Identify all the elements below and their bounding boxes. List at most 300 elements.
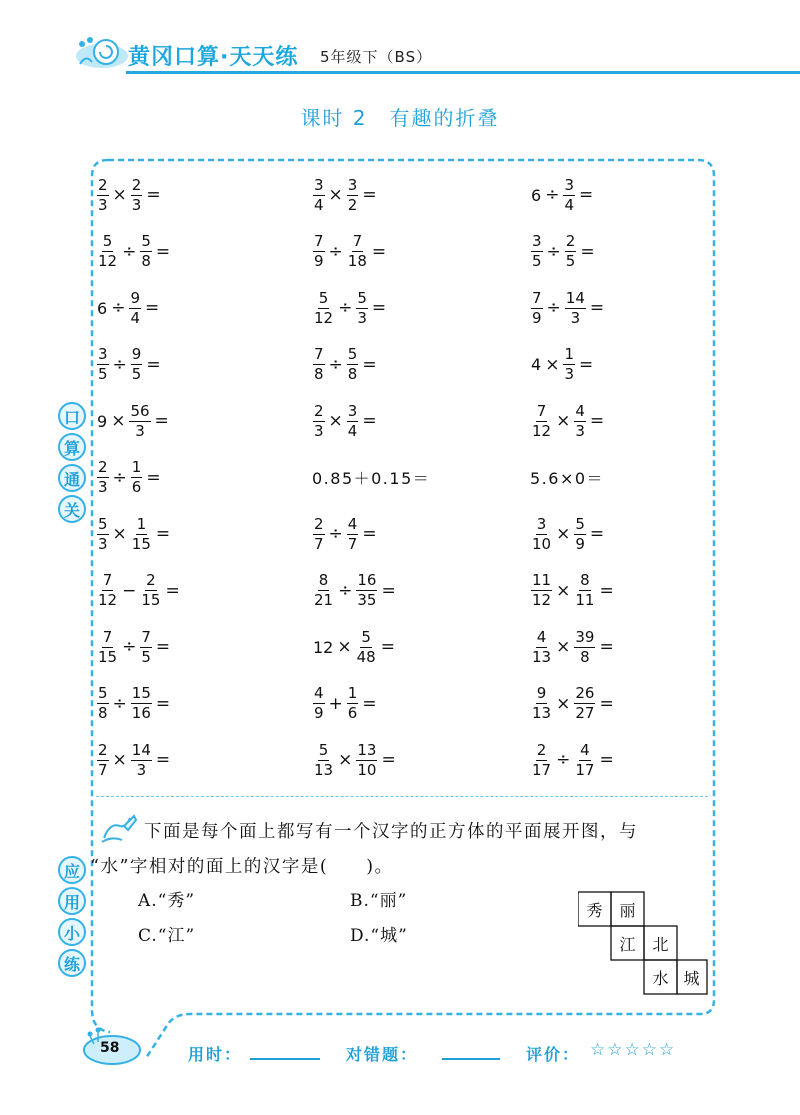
equation — [312, 283, 389, 333]
fraction — [347, 684, 359, 723]
equation — [312, 566, 399, 616]
page-header — [0, 0, 800, 90]
operator: = — [381, 580, 396, 601]
fraction — [347, 515, 359, 554]
equation — [530, 340, 596, 390]
rating-label: 评价： — [526, 1045, 581, 1064]
denominator: 3 — [98, 478, 108, 496]
denominator: 12 — [98, 591, 118, 609]
side-char: 应 — [58, 856, 86, 884]
errors-label: 对错题： — [346, 1045, 419, 1064]
numerator: 7 — [102, 627, 113, 646]
snail-logo-icon — [72, 32, 132, 72]
fraction — [574, 571, 595, 610]
side-char: 关 — [58, 495, 86, 523]
denominator: 4 — [564, 195, 574, 214]
fraction — [347, 402, 359, 441]
equation — [312, 340, 380, 390]
operator: × — [112, 185, 127, 205]
numerator: 7 — [141, 627, 151, 646]
numerator: 2 — [98, 458, 108, 476]
equation — [96, 453, 164, 503]
option-c[interactable]: C.“江” — [138, 926, 196, 946]
fraction — [356, 741, 377, 780]
numerator: 3 — [314, 175, 324, 194]
operator: × — [111, 411, 126, 431]
operator: = — [599, 750, 614, 770]
denominator: 15 — [131, 534, 151, 553]
equation — [530, 622, 617, 672]
numerator: 7 — [314, 232, 324, 250]
denominator: 16 — [131, 704, 151, 722]
fraction — [347, 345, 359, 384]
numerator: 2 — [565, 232, 576, 250]
fraction — [313, 684, 325, 723]
fraction — [531, 628, 552, 667]
denominator: 8 — [141, 252, 151, 270]
fraction — [531, 741, 552, 780]
fraction — [97, 628, 118, 667]
equation — [312, 170, 380, 220]
option-a[interactable]: A.“秀” — [138, 891, 196, 911]
equation — [312, 453, 430, 503]
denominator: 3 — [98, 534, 108, 553]
fraction — [531, 289, 543, 328]
fraction — [563, 345, 575, 384]
numerator: 8 — [318, 571, 329, 589]
option-d[interactable]: D.“城” — [350, 926, 408, 946]
denominator: 15 — [141, 591, 161, 609]
question-text: 下面是每个面上都写有一个汉字的正方体的平面展开图，与 — [144, 822, 638, 842]
fraction — [574, 684, 595, 723]
operator: ÷ — [111, 298, 126, 318]
fraction — [313, 741, 334, 780]
fraction — [131, 458, 143, 497]
operator: ÷ — [546, 298, 561, 318]
operator: = — [371, 298, 387, 318]
numerator: 1 — [347, 684, 358, 702]
numerator: 3 — [347, 401, 358, 420]
denominator: 8 — [98, 704, 108, 722]
operator: = — [155, 693, 171, 714]
numerator: 9 — [536, 684, 547, 702]
fraction — [131, 741, 152, 780]
operator: = — [362, 354, 377, 375]
equation-row — [96, 679, 716, 729]
fraction — [531, 402, 552, 441]
denominator: 7 — [347, 534, 358, 553]
operator: ÷ — [338, 298, 353, 318]
equation — [96, 283, 162, 333]
net-cell: 水 — [652, 968, 669, 988]
denominator: 5 — [141, 647, 151, 666]
denominator: 3 — [314, 421, 324, 440]
numerator: 8 — [580, 571, 590, 589]
operator: × — [112, 524, 127, 544]
fraction — [140, 628, 152, 667]
fraction — [140, 571, 161, 610]
operator: = — [599, 637, 614, 657]
equation — [530, 566, 617, 616]
numerator: 4 — [347, 514, 358, 533]
equation — [530, 735, 617, 785]
equation-row — [96, 396, 716, 446]
brand-name: 黄冈口算·天天练 — [128, 45, 299, 70]
fraction — [97, 515, 109, 554]
time-blank[interactable] — [250, 1058, 320, 1060]
fraction — [356, 289, 368, 328]
fraction — [313, 176, 325, 215]
operator: ÷ — [122, 241, 137, 262]
equation — [312, 679, 380, 729]
numerator: 5 — [347, 345, 358, 363]
denominator: 8 — [347, 365, 358, 383]
fraction — [313, 515, 325, 554]
fraction — [313, 345, 325, 384]
operator: = — [362, 411, 377, 431]
question-text: “水”字相对的面上的汉字是( )。 — [90, 857, 394, 877]
operator: = — [154, 411, 169, 431]
numerator: 11 — [532, 571, 552, 589]
fraction — [129, 402, 150, 441]
operator: × — [112, 750, 127, 770]
equation — [530, 170, 596, 220]
operator: × — [556, 693, 571, 714]
denominator: 3 — [136, 760, 147, 779]
fraction — [313, 232, 325, 271]
numerator: 4 — [580, 740, 590, 759]
denominator: 10 — [532, 534, 552, 553]
denominator: 12 — [532, 591, 552, 609]
equation — [96, 396, 172, 446]
numerator: 2 — [536, 740, 547, 759]
fraction — [531, 232, 543, 271]
equation — [312, 622, 398, 672]
operator: − — [122, 580, 137, 601]
operator: = — [155, 241, 171, 262]
equation-row — [96, 340, 716, 390]
operator: = — [362, 693, 377, 714]
numerator: 2 — [146, 571, 156, 589]
equation — [96, 566, 183, 616]
equation-row — [96, 227, 716, 277]
operator: × — [338, 750, 353, 770]
equation-row — [96, 509, 716, 559]
numerator: 14 — [565, 288, 585, 307]
numerator: 3 — [347, 175, 358, 194]
numerator: 56 — [130, 401, 150, 420]
equation — [530, 396, 607, 446]
operator: ÷ — [328, 524, 343, 544]
denominator: 4 — [347, 421, 358, 440]
fraction — [356, 628, 377, 667]
numerator: 7 — [536, 401, 547, 420]
operator: ÷ — [328, 354, 343, 375]
numerator: 14 — [131, 740, 151, 759]
operator: × — [556, 524, 571, 544]
equation — [312, 396, 380, 446]
fraction — [565, 289, 586, 328]
side-char: 口 — [58, 402, 86, 430]
denominator: 15 — [98, 647, 118, 666]
denominator: 10 — [357, 760, 377, 779]
integer: 12 — [313, 637, 334, 657]
fraction — [563, 176, 575, 215]
denominator: 3 — [135, 421, 145, 440]
fraction — [97, 232, 118, 271]
denominator: 13 — [532, 647, 552, 666]
operator: = — [371, 241, 387, 262]
operator: ÷ — [328, 241, 343, 262]
denominator: 3 — [575, 421, 585, 440]
fraction — [131, 515, 152, 554]
integer: 6 — [97, 298, 108, 318]
equation — [530, 453, 604, 503]
operator: × — [556, 580, 571, 601]
numerator: 5 — [318, 740, 329, 759]
numerator: 4 — [314, 684, 324, 702]
equation — [96, 340, 164, 390]
numerator: 4 — [575, 401, 585, 420]
errors-blank[interactable] — [442, 1058, 500, 1060]
rating-stars[interactable]: ☆☆☆☆☆ — [590, 1040, 677, 1060]
operator: = — [146, 354, 161, 375]
operator: ÷ — [122, 637, 137, 657]
operator: × — [328, 411, 343, 431]
numerator: 3 — [564, 175, 574, 194]
denominator: 12 — [532, 421, 552, 440]
net-cell: 丽 — [619, 900, 636, 920]
denominator: 9 — [575, 534, 585, 553]
equation — [96, 679, 173, 729]
equation — [530, 509, 607, 559]
numerator: 26 — [575, 684, 595, 702]
fraction — [97, 571, 118, 610]
operator: = — [380, 637, 395, 657]
equation — [530, 283, 607, 333]
operator: = — [589, 411, 605, 431]
operator: × — [328, 185, 343, 205]
numerator: 9 — [130, 288, 140, 307]
operator: × — [556, 411, 571, 431]
fraction — [313, 402, 325, 441]
equation-row — [96, 170, 716, 220]
fraction — [140, 232, 152, 271]
operator: = — [362, 524, 377, 544]
operator: ÷ — [112, 354, 127, 375]
operator: = — [362, 185, 377, 205]
operator: × — [337, 637, 352, 657]
fraction — [347, 176, 359, 215]
denominator: 35 — [357, 591, 377, 609]
denominator: 5 — [532, 252, 542, 270]
fraction — [531, 571, 552, 610]
integer: 4 — [531, 355, 542, 374]
operator: = — [146, 185, 161, 205]
denominator: 21 — [314, 591, 334, 609]
section-divider — [96, 796, 708, 797]
numerator: 2 — [314, 514, 324, 533]
denominator: 3 — [564, 365, 574, 383]
page-number: 58 — [100, 1040, 120, 1056]
denominator: 9 — [314, 704, 324, 722]
denominator: 12 — [98, 252, 118, 270]
net-cell: 北 — [652, 934, 669, 954]
fraction — [131, 176, 143, 215]
grade-label: 5年级下（BS） — [320, 48, 433, 66]
operator: ÷ — [546, 241, 561, 262]
fraction — [313, 289, 334, 328]
fraction — [313, 571, 334, 610]
fraction — [131, 684, 152, 723]
denominator: 6 — [347, 704, 358, 722]
denominator: 27 — [575, 704, 595, 722]
numerator: 2 — [98, 175, 108, 194]
denominator: 3 — [357, 308, 367, 327]
numerator: 5 — [102, 232, 113, 250]
operator: = — [144, 298, 160, 318]
operator: ÷ — [338, 580, 353, 601]
equation — [312, 509, 380, 559]
denominator: 12 — [314, 308, 334, 327]
equation — [530, 227, 598, 277]
denominator: 2 — [347, 195, 358, 214]
numerator: 2 — [98, 740, 108, 759]
denominator: 3 — [131, 195, 142, 214]
numerator: 3 — [536, 514, 547, 533]
lesson-title: 课时 2 有趣的折叠 — [300, 106, 500, 130]
operator: = — [599, 693, 614, 714]
fraction — [574, 741, 595, 780]
side-char: 用 — [58, 887, 86, 915]
operator: × — [545, 354, 560, 375]
integer: 9 — [97, 411, 108, 431]
numerator: 3 — [98, 345, 108, 363]
numerator: 5 — [98, 684, 108, 702]
operator: = — [589, 298, 605, 318]
fraction — [531, 515, 552, 554]
operator: = — [599, 580, 614, 601]
equation — [530, 679, 617, 729]
denominator: 8 — [580, 647, 590, 666]
numerator: 1 — [131, 458, 142, 476]
numerator: 5 — [575, 514, 585, 533]
fraction — [574, 628, 595, 667]
operator: = — [146, 467, 161, 488]
equation-row — [96, 283, 716, 333]
equation — [96, 227, 173, 277]
denominator: 8 — [314, 365, 324, 383]
fraction — [356, 571, 377, 610]
fraction — [347, 232, 368, 271]
operator: = — [580, 241, 595, 262]
denominator: 7 — [98, 760, 108, 779]
side-char: 算 — [58, 433, 86, 461]
numerator: 5 — [361, 627, 371, 646]
fraction — [574, 515, 586, 554]
numerator: 39 — [575, 627, 595, 646]
operator: = — [155, 637, 171, 657]
fraction — [97, 458, 109, 497]
fraction — [97, 741, 109, 780]
integer: 6 — [531, 185, 542, 205]
side-label-apply — [58, 856, 88, 980]
operator: = — [381, 750, 396, 770]
operator: = — [578, 354, 594, 375]
numerator: 1 — [564, 345, 574, 363]
side-label-drill — [58, 402, 88, 526]
equation — [96, 622, 173, 672]
side-char: 小 — [58, 918, 86, 946]
time-label: 用时： — [188, 1045, 243, 1064]
operator: × — [556, 637, 571, 657]
denominator: 7 — [314, 534, 324, 553]
denominator: 17 — [575, 760, 595, 779]
denominator: 48 — [356, 647, 376, 666]
denominator: 6 — [131, 478, 142, 496]
fraction — [574, 402, 586, 441]
denominator: 9 — [532, 308, 542, 327]
operator: ÷ — [556, 750, 571, 770]
numerator: 5 — [357, 288, 367, 307]
side-char: 练 — [58, 949, 86, 977]
operator: + — [328, 693, 343, 714]
equation — [312, 227, 389, 277]
equation-row — [96, 622, 716, 672]
equation-row — [96, 453, 716, 503]
option-b[interactable]: B.“丽” — [350, 891, 408, 911]
denominator: 9 — [314, 252, 324, 270]
net-cell: 城 — [683, 968, 700, 988]
denominator: 5 — [565, 252, 576, 270]
operator: = — [155, 750, 171, 770]
operator: ÷ — [545, 185, 560, 205]
numerator: 2 — [131, 175, 142, 194]
numerator: 5 — [141, 232, 151, 250]
denominator: 4 — [130, 308, 140, 327]
numerator: 7 — [352, 232, 363, 250]
numerator: 16 — [357, 571, 377, 589]
equation-row — [96, 566, 716, 616]
numerator: 4 — [536, 627, 547, 646]
equation — [96, 170, 164, 220]
numerator: 5 — [98, 514, 108, 533]
operator: = — [589, 524, 605, 544]
fraction — [97, 345, 109, 384]
numerator: 15 — [131, 684, 151, 702]
side-char: 通 — [58, 464, 86, 492]
numerator: 13 — [357, 740, 377, 759]
operator: ÷ — [112, 467, 127, 488]
cube-net-diagram — [578, 890, 708, 995]
net-cell: 秀 — [586, 900, 603, 920]
denominator: 13 — [314, 760, 334, 779]
fraction — [97, 684, 109, 723]
denominator: 5 — [98, 365, 108, 383]
numerator: 7 — [314, 345, 324, 363]
fraction — [565, 232, 577, 271]
equation — [96, 509, 173, 559]
numerator: 5 — [318, 288, 329, 307]
fraction — [531, 684, 552, 723]
equation-row — [96, 735, 716, 785]
numerator: 7 — [102, 571, 113, 589]
denominator: 13 — [532, 704, 552, 722]
decimal-expression: 5.6×0＝ — [530, 469, 605, 488]
denominator: 4 — [314, 195, 324, 214]
numerator: 9 — [131, 345, 142, 363]
numerator: 3 — [532, 232, 542, 250]
